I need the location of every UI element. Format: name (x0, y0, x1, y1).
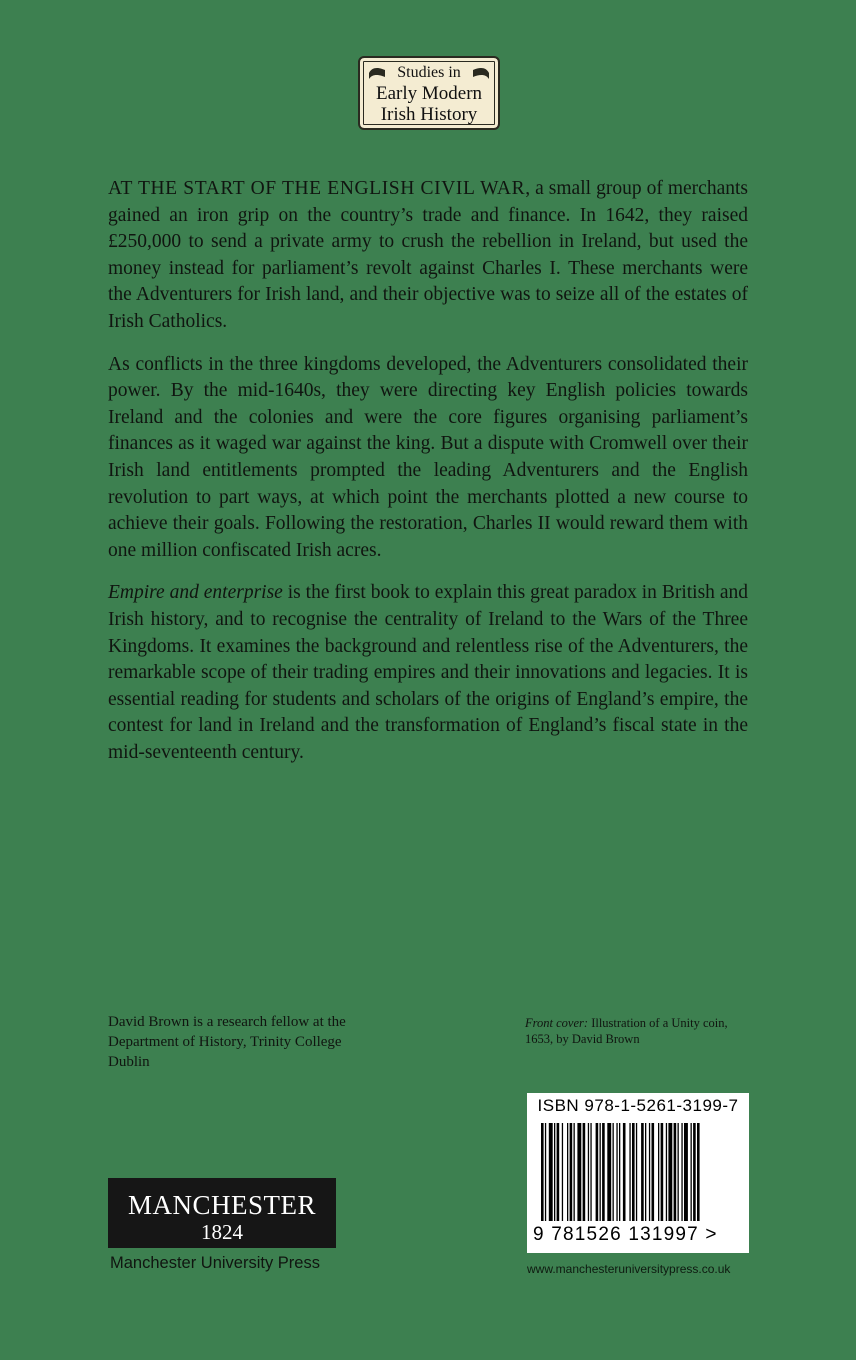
series-title-line: Studies in (397, 64, 461, 81)
publisher-name: Manchester University Press (110, 1254, 320, 1272)
blurb-text: , a small group of merchants gained an iron grip on the country’s trade and finance. In 1642, they raised £250,000 to send a private army to crush the rebellion in Ireland, but used the money instead for parliament’s revolt against Charles I. These merchants were the Adventurers for Irish land, and their objective was to seize all of the estates of Irish Catholics. (108, 178, 748, 332)
series-badge (358, 56, 500, 130)
publisher-logo (108, 1178, 336, 1248)
barcode-icon (537, 1123, 739, 1223)
cover-credit-text: Illustration of a Unity coin, 1653, by David Brown (525, 1016, 728, 1046)
press-url: www.manchesteruniversitypress.co.uk (527, 1262, 731, 1276)
author-bio: David Brown is a research fellow at the Department of History, Trinity College Dublin (108, 1014, 346, 1070)
book-blurb (108, 176, 748, 782)
barcode-digits: 9 781526 131997 > (533, 1224, 718, 1245)
blurb-paragraph: As conflicts in the three kingdoms developed, the Adventurers consolidated their power. By the mid-1640s, they were directing key English policies towards Ireland and the colonies and were the core figures organising parliament’s finances as it waged war against the king. But a dispute with Cromwell over their Irish land entitlements prompted the leading Adventurers and the English revolution to part ways, at which point the merchants plotted a new course to achieve their goals. Following the restoration, Charles II would reward them with one million confiscated Irish acres. (108, 353, 748, 561)
blurb-lead-caps: AT THE START OF THE ENGLISH CIVIL WAR (108, 178, 526, 199)
isbn-barcode (527, 1093, 749, 1253)
book-title: Empire and enterprise (108, 582, 283, 604)
cover-credit (525, 1015, 755, 1047)
isbn-label: ISBN 978-1-5261-3199-7 (537, 1096, 739, 1115)
blurb-paragraph (108, 176, 748, 336)
publisher-logo-year: 1824 (201, 1220, 243, 1244)
series-title-line: Irish History (380, 104, 478, 125)
cover-credit-label: Front cover: (525, 1016, 589, 1030)
blurb-text: is the first book to explain this great paradox in British and Irish history, and to recognise the centrality of Ireland to the Wars of the Three Kingdoms. It examines the background and relentless rise of the Adventurers, the remarkable scope of their trading empires and their innovations and legacies. It is essential reading for students and scholars of the origins of England’s empire, the contest for land in Ireland and the transformation of England’s fiscal state in the mid-seventeenth century. (108, 582, 749, 763)
blurb-paragraph (108, 580, 748, 766)
publisher-logo-name: MANCHESTER (127, 1190, 316, 1220)
series-title-line: Early Modern (375, 83, 483, 104)
